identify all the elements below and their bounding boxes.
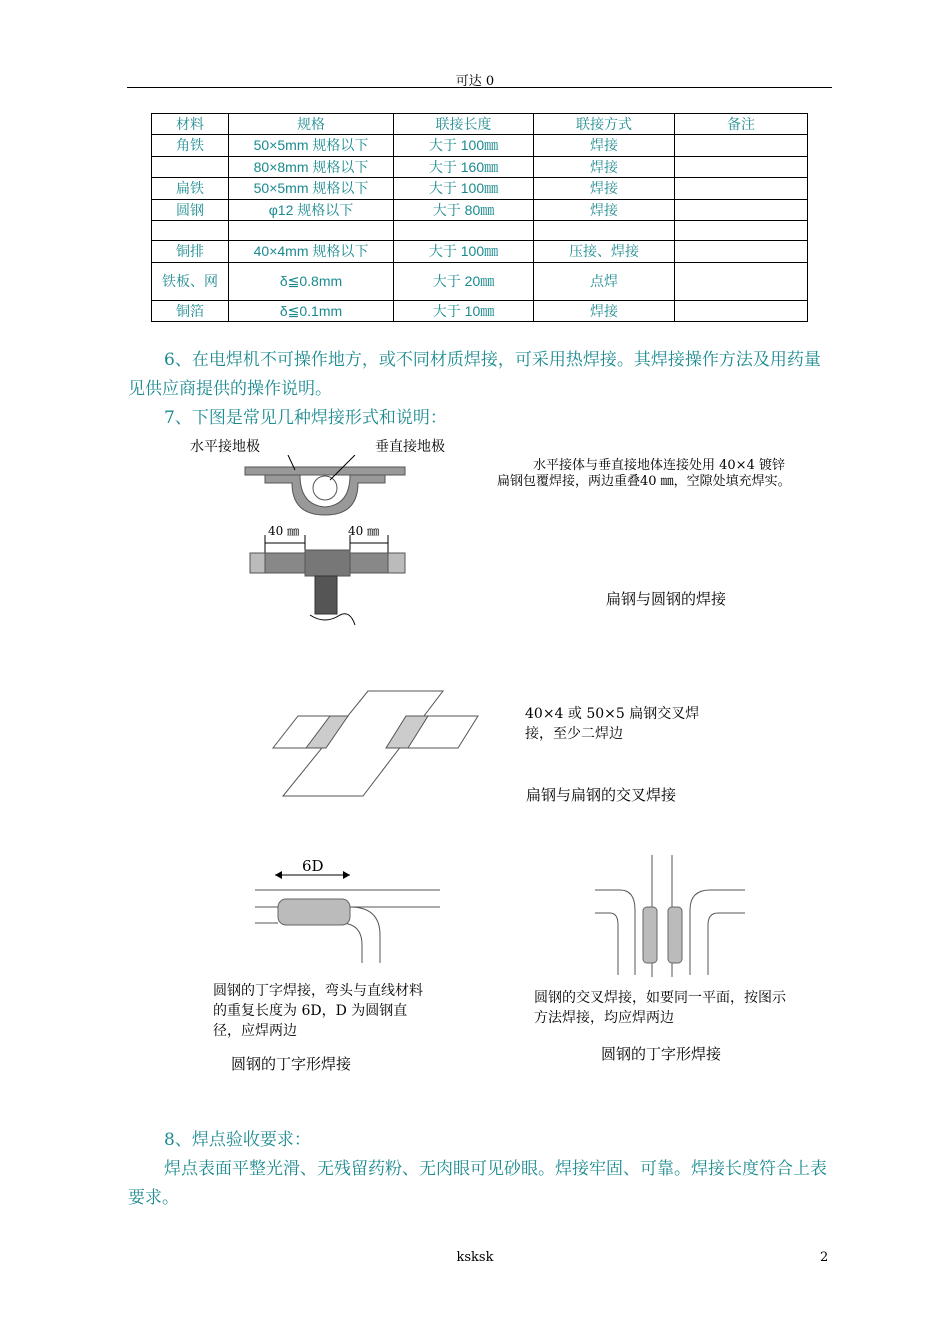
fig1-caption: 扁钢与圆钢的焊接 <box>606 590 727 608</box>
page-number: 2 <box>820 1250 829 1265</box>
header-rule <box>127 87 832 88</box>
cell: 大于 20㎜ <box>394 263 534 301</box>
cell: 大于 160㎜ <box>394 157 534 178</box>
th-method: 联接方式 <box>534 114 675 135</box>
left-bend-inner <box>595 913 618 975</box>
footer-text: ksksk <box>456 1250 494 1265</box>
cell: 焊接 <box>534 157 675 178</box>
cell: 大于 100㎜ <box>394 178 534 200</box>
cell: δ≦0.8mm <box>229 263 394 301</box>
spec-table <box>151 113 808 322</box>
cell <box>229 221 394 241</box>
right-bend-outer <box>690 890 745 975</box>
break-line <box>310 614 355 625</box>
cell: 大于 100㎜ <box>394 135 534 157</box>
weld-zone <box>278 899 350 925</box>
label-horizontal-electrode: 水平接地极 <box>190 439 260 455</box>
figure-round-t-weld <box>250 855 445 965</box>
table-row <box>152 135 808 157</box>
cell: 铜排 <box>152 241 229 263</box>
th-remark: 备注 <box>675 114 808 135</box>
section-8-title: 8、焊点验收要求： <box>164 1130 311 1150</box>
rod-bend-outer <box>340 923 362 963</box>
cell <box>675 200 808 221</box>
cell: 80×8mm 规格以下 <box>229 157 394 178</box>
table-row <box>152 178 808 200</box>
cell: 圆钢 <box>152 200 229 221</box>
section-7-title: 7、下图是常见几种焊接形式和说明： <box>164 408 447 428</box>
section-6-text: 6、在电焊机不可操作地方，或不同材质焊接，可采用热焊接。其焊接操作方法及用药量见供应商提供的操作说明。 <box>128 350 821 399</box>
right-bend-inner <box>708 913 745 975</box>
fig1-description: 水平接体与垂直接地体连接处用 40×4 镀锌扁钢包覆焊接，两边重叠40 ㎜，空隙处填充焊实。 <box>497 458 791 489</box>
cell: δ≦0.1mm <box>229 301 394 322</box>
cell: 铜箔 <box>152 301 229 322</box>
table-row <box>152 200 808 221</box>
fig2-description: 40×4 或 50×5 扁钢交叉焊接，至少二焊边 <box>525 706 700 742</box>
cell: 焊接 <box>534 178 675 200</box>
cell: 压接、焊接 <box>534 241 675 263</box>
figure-flat-round-weld <box>240 455 415 630</box>
figure-flat-cross-weld <box>268 686 488 801</box>
cell <box>675 178 808 200</box>
cell <box>675 135 808 157</box>
cell: 大于 100㎜ <box>394 241 534 263</box>
cell <box>675 241 808 263</box>
th-material: 材料 <box>152 114 229 135</box>
section-8-body: 焊点表面平整光滑、无残留药粉、无肉眼可见砂眼。焊接牢固、可靠。焊接长度符合上表要求。 <box>128 1159 827 1208</box>
table-header-row <box>152 114 808 135</box>
cell <box>152 221 229 241</box>
page-header: 可达 0 <box>455 74 495 89</box>
table-row <box>152 241 808 263</box>
weld-right <box>668 907 682 963</box>
dim-right-label: 40 ㎜ <box>348 524 380 538</box>
dim-left-label: 40 ㎜ <box>268 524 300 538</box>
cell: 50×5mm 规格以下 <box>229 135 394 157</box>
cell: 扁铁 <box>152 178 229 200</box>
cell: 大于 80㎜ <box>394 200 534 221</box>
fig4-description: 圆钢的交叉焊接，如要同一平面，按图示方法焊接，均应焊两边 <box>534 990 786 1026</box>
weld-left <box>643 907 657 963</box>
cell: 大于 10㎜ <box>394 301 534 322</box>
table-row <box>152 221 808 241</box>
fig2-caption: 扁钢与扁钢的交叉焊接 <box>526 786 677 804</box>
cell <box>675 301 808 322</box>
cell <box>675 263 808 301</box>
table-row <box>152 157 808 178</box>
cell: 40×4mm 规格以下 <box>229 241 394 263</box>
vertical-rod-section <box>313 476 337 500</box>
fig4-caption: 圆钢的丁字形焊接 <box>601 1045 722 1063</box>
cell <box>394 221 534 241</box>
horizontal-bar <box>245 467 405 475</box>
fig3-caption: 圆钢的丁字形焊接 <box>231 1055 352 1073</box>
th-length: 联接长度 <box>394 114 534 135</box>
strap-center <box>305 550 350 576</box>
cell: φ12 规格以下 <box>229 200 394 221</box>
th-spec: 规格 <box>229 114 394 135</box>
arrow-left <box>275 871 282 879</box>
cell: 焊接 <box>534 200 675 221</box>
vertical-rod <box>315 576 337 614</box>
cell <box>675 157 808 178</box>
cell: 焊接 <box>534 135 675 157</box>
cell: 点焊 <box>534 263 675 301</box>
arrow-right <box>343 871 350 879</box>
cell <box>534 221 675 241</box>
left-bend-outer <box>595 890 635 975</box>
dim-6d-label: 6D <box>302 857 324 875</box>
cell: 焊接 <box>534 301 675 322</box>
cell <box>675 221 808 241</box>
table-row <box>152 301 808 322</box>
cell: 铁板、网 <box>152 263 229 301</box>
label-vertical-electrode: 垂直接地极 <box>375 439 445 455</box>
fig3-description: 圆钢的丁字焊接，弯头与直线材料的重复长度为 6D，D 为圆钢直径，应焊两边 <box>213 983 423 1039</box>
cell <box>152 157 229 178</box>
table-row <box>152 263 808 301</box>
cell: 角铁 <box>152 135 229 157</box>
cell: 50×5mm 规格以下 <box>229 178 394 200</box>
figure-round-cross-weld <box>590 855 750 980</box>
